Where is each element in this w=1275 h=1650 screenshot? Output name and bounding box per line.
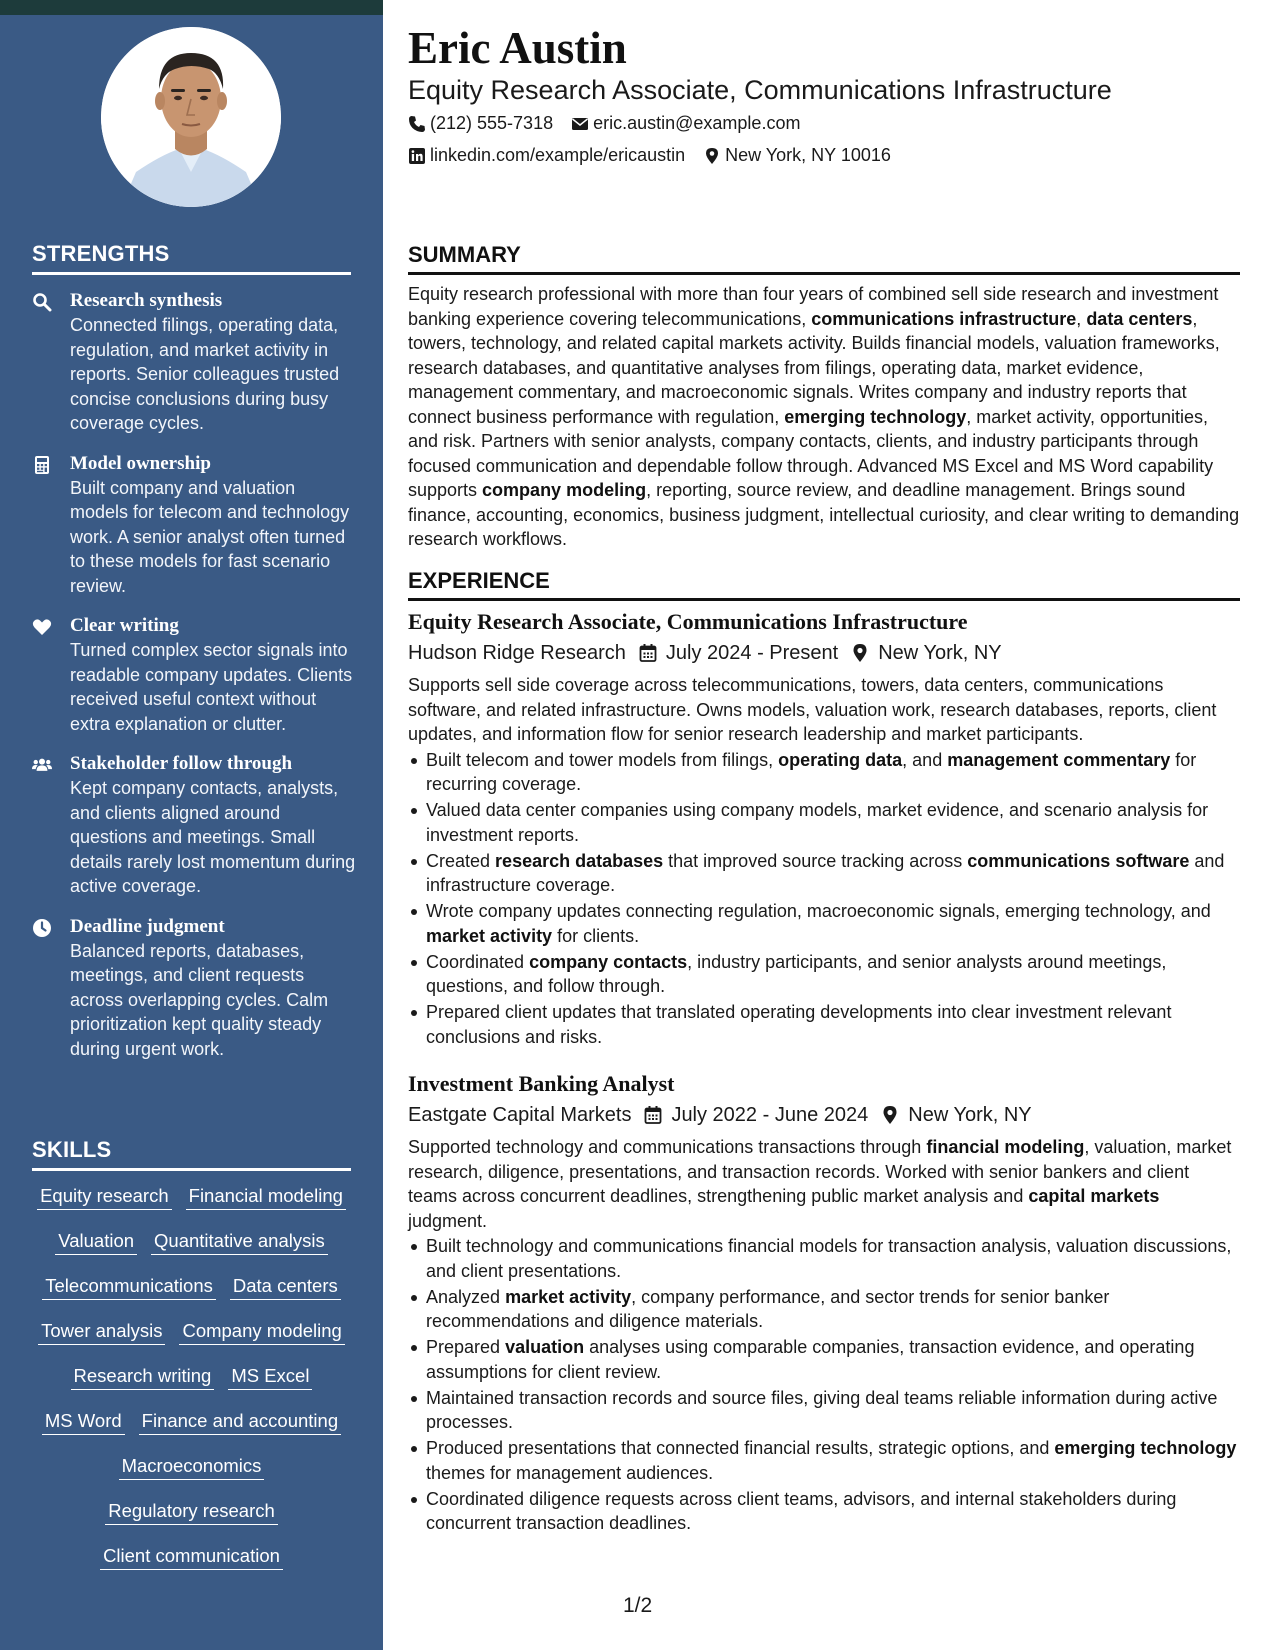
job-location (880, 1100, 1031, 1130)
strength-item (32, 614, 357, 736)
strength-description: Turned complex sector signals into readable company updates. Clients received useful context without extra explanation or clutter. (70, 640, 353, 734)
text-segment: Coordinated diligence requests across client teams, advisors, and internal stakeholders during concurrent transaction deadlines. (426, 1488, 1177, 1533)
candidate-title: Equity Research Associate, Communications Infrastructure (408, 75, 1112, 105)
emphasized-text: financial modeling (926, 1137, 1085, 1157)
job-bullet (408, 1234, 1240, 1283)
skill-tag: Finance and accounting (139, 1409, 341, 1435)
job-bullet (408, 1487, 1240, 1536)
text-segment: Valued data center companies using company models, market evidence, and scenario analysis for investment reports. (426, 800, 1209, 845)
emphasized-text: capital markets (1028, 1186, 1160, 1206)
skill-tag: Research writing (71, 1364, 215, 1390)
users-icon (32, 752, 70, 899)
profile-photo (101, 27, 281, 207)
strength-item (32, 289, 357, 436)
strength-title: Research synthesis (70, 290, 223, 311)
text-segment: Supported technology and communications transactions through (408, 1137, 927, 1157)
job-dates-text: July 2024 - Present (665, 642, 839, 664)
emphasized-text: operating data (778, 749, 903, 770)
skill-tag: Macroeconomics (119, 1454, 265, 1480)
strength-description: Kept company contacts, analysts, and clients aligned around questions and meetings. Small details rarely lost momentum during active coverage. (70, 778, 356, 896)
job-location-text: New York, NY (878, 642, 1002, 664)
sidebar-top-bar (0, 0, 383, 15)
job-description (408, 1135, 1240, 1233)
calendar-icon (643, 1105, 671, 1125)
job-dates-text: July 2022 - June 2024 (671, 1104, 869, 1126)
text-segment: Created (426, 850, 496, 871)
job-bullet (408, 1335, 1240, 1384)
job-entry (408, 1070, 1240, 1537)
job-dates (638, 638, 838, 668)
text-segment: , industry participants, and senior analysts around meetings, questions, and follow through. (426, 951, 1167, 996)
job-bullet (408, 1000, 1240, 1049)
job-bullet (408, 798, 1240, 847)
job-description (408, 673, 1240, 747)
job-dates (643, 1100, 868, 1130)
linkedin-icon (408, 147, 430, 165)
emphasized-text: communications infrastructure (811, 308, 1077, 329)
job-entry (408, 608, 1240, 1051)
emphasized-text: company modeling (482, 480, 647, 500)
job-title: Investment Banking Analyst (408, 1071, 675, 1096)
text-segment: Prepared client updates that translated operating developments into clear investment relevant conclusions and risks. (426, 1002, 1172, 1047)
job-meta (408, 1100, 1240, 1130)
text-segment: Prepared (426, 1337, 506, 1357)
skill-tag: MS Word (42, 1409, 125, 1435)
summary-heading: SUMMARY (408, 242, 1240, 275)
strength-description: Balanced reports, databases, meetings, and client requests across overlapping cycles. Calm prioritization kept quality steady during urgent work. (70, 940, 329, 1059)
job-bullets (408, 1234, 1240, 1536)
phone-text: (212) 555-7318 (430, 113, 554, 133)
skills-list (28, 1184, 355, 1589)
text-segment: , company performance, and sector trends for senior banker recommendations and diligence materials. (426, 1286, 1110, 1331)
strength-title: Clear writing (70, 615, 179, 636)
text-segment: and infrastructure coverage. (426, 850, 1225, 895)
location-text: New York, NY 10016 (725, 145, 891, 165)
candidate-name: Eric Austin (408, 23, 627, 73)
job-bullet (408, 849, 1240, 898)
strength-item (32, 915, 357, 1062)
job-bullet (408, 748, 1240, 797)
emphasized-text: company contacts (529, 951, 688, 972)
linkedin-text: linkedin.com/example/ericaustin (430, 145, 686, 165)
sidebar (0, 0, 383, 1650)
contact-phone[interactable] (408, 113, 553, 134)
text-segment: that improved source tracking across (663, 850, 968, 871)
job-location (850, 638, 1001, 668)
strength-description: Built company and valuation models for telecom and technology work. A senior analyst often turned to these models for fast scenario review. (70, 477, 350, 596)
skill-tag: Telecommunications (42, 1274, 216, 1300)
emphasized-text: market activity (505, 1286, 632, 1307)
text-segment: Built technology and communications financial models for transaction analysis, valuation discussions, and client presentations. (426, 1236, 1232, 1281)
skill-tag: Equity research (37, 1184, 172, 1210)
skill-tag: Quantitative analysis (151, 1229, 328, 1255)
map-pin-icon (850, 643, 878, 663)
job-bullets (408, 748, 1240, 1050)
strength-item (32, 752, 357, 899)
contact-row (408, 113, 818, 134)
text-segment: for recurring coverage. (426, 749, 1197, 794)
job-bullet (408, 1285, 1240, 1334)
strength-title: Deadline judgment (70, 915, 225, 937)
email-text: eric.austin@example.com (593, 113, 801, 133)
text-segment: for clients. (552, 925, 640, 946)
calculator-icon (32, 452, 70, 599)
emphasized-text: management commentary (947, 749, 1171, 770)
strength-title: Model ownership (70, 452, 211, 474)
skill-tag: Client communication (100, 1544, 283, 1570)
text-segment: judgment. (408, 1210, 488, 1231)
text-segment: , reporting, source review, and deadline management. Brings sound finance, accounting, economics, business judgment, intellectual curiosity, and clear writing to demanding research workflows. (408, 480, 1240, 549)
text-segment: themes for management audiences. (426, 1462, 714, 1483)
summary-text (408, 282, 1240, 552)
job-title: Equity Research Associate, Communications Infrastructure (408, 609, 968, 634)
job-meta (408, 638, 1240, 668)
skill-tag: MS Excel (228, 1364, 312, 1390)
calendar-icon (638, 643, 666, 663)
contact-location (703, 145, 891, 166)
skill-tag: Company modeling (179, 1319, 344, 1345)
text-segment: Supports sell side coverage across telecommunications, towers, data centers, communications software, and related infrastructure. Owns models, valuation work, research databases, reports, client updates, and information flow for senior research leadership and market participants. (408, 675, 1217, 744)
contact-row (408, 145, 909, 166)
heart-icon (32, 614, 70, 736)
emphasized-text: market activity (426, 925, 553, 946)
job-company: Eastgate Capital Markets (408, 1104, 632, 1126)
skill-tag: Valuation (55, 1229, 137, 1255)
text-segment: , market activity, opportunities, and risk. Partners with senior analysts, company contacts, clients, and industry participants through focused communication and dependable follow through. Advanced MS Excel and MS Word capability supports (408, 406, 1214, 500)
job-bullet (408, 899, 1240, 948)
text-segment: Produced presentations that connected financial results, strategic options, and (426, 1438, 1055, 1458)
text-segment: analyses using comparable companies, transaction evidence, and operating assumptions for client review. (426, 1337, 1195, 1382)
emphasized-text: valuation (505, 1337, 585, 1357)
text-segment: Built telecom and tower models from filings, (426, 749, 779, 770)
job-bullet (408, 1386, 1240, 1435)
strengths-list (32, 289, 357, 1077)
text-segment: Coordinated (426, 951, 530, 972)
skill-tag: Tower analysis (38, 1319, 165, 1345)
job-bullet (408, 1436, 1240, 1485)
strength-item (32, 452, 357, 599)
envelope-icon (571, 115, 593, 133)
strengths-heading: STRENGTHS (32, 241, 351, 275)
job-location-text: New York, NY (908, 1104, 1032, 1126)
text-segment: Analyzed (426, 1286, 506, 1307)
map-pin-icon (880, 1105, 908, 1125)
text-segment: , towers, technology, and related capital markets activity. Builds financial models, valuation frameworks, research databases, and quantitative analyses from filings, operating data, market evidence, management commentary, and macroeconomic signals. Writes company and industry reports that connect business performance with regulation, (408, 308, 1220, 427)
text-segment: , (1076, 308, 1087, 329)
emphasized-text: emerging technology (1054, 1438, 1237, 1458)
experience-heading: EXPERIENCE (408, 568, 1240, 601)
text-segment: Wrote company updates connecting regulation, macroeconomic signals, emerging technology, and (426, 901, 1211, 921)
skill-tag: Regulatory research (105, 1499, 278, 1525)
text-segment: Equity research professional with more than four years of combined sell side research and investment banking experience covering telecommunications, (408, 284, 1219, 329)
skill-tag: Financial modeling (186, 1184, 346, 1210)
skill-tag: Data centers (230, 1274, 341, 1300)
search-icon (32, 289, 70, 436)
text-segment: Maintained transaction records and source files, giving deal teams reliable information during active processes. (426, 1387, 1218, 1432)
skills-heading: SKILLS (32, 1137, 351, 1171)
text-segment: , valuation, market research, diligence, presentations, and transaction records. Worked with senior bankers and client teams across concurrent deadlines, strengthening public market analysis and (408, 1137, 1232, 1206)
map-pin-icon (703, 147, 725, 165)
page-number: 1/2 (623, 1594, 653, 1617)
clock-icon (32, 915, 70, 1062)
emphasized-text: communications software (967, 850, 1190, 871)
strength-description: Connected filings, operating data, regulation, and market activity in reports. Senior colleagues trusted concise conclusions during busy coverage cycles. (70, 315, 340, 433)
text-segment: , and (902, 749, 948, 770)
emphasized-text: data centers (1086, 308, 1193, 329)
phone-icon (408, 115, 430, 133)
emphasized-text: research databases (495, 850, 664, 871)
contact-linkedin[interactable] (408, 145, 685, 166)
strength-title: Stakeholder follow through (70, 753, 293, 774)
emphasized-text: emerging technology (784, 406, 967, 427)
contact-email[interactable] (571, 113, 800, 134)
job-bullet (408, 950, 1240, 999)
job-company: Hudson Ridge Research (408, 642, 626, 664)
